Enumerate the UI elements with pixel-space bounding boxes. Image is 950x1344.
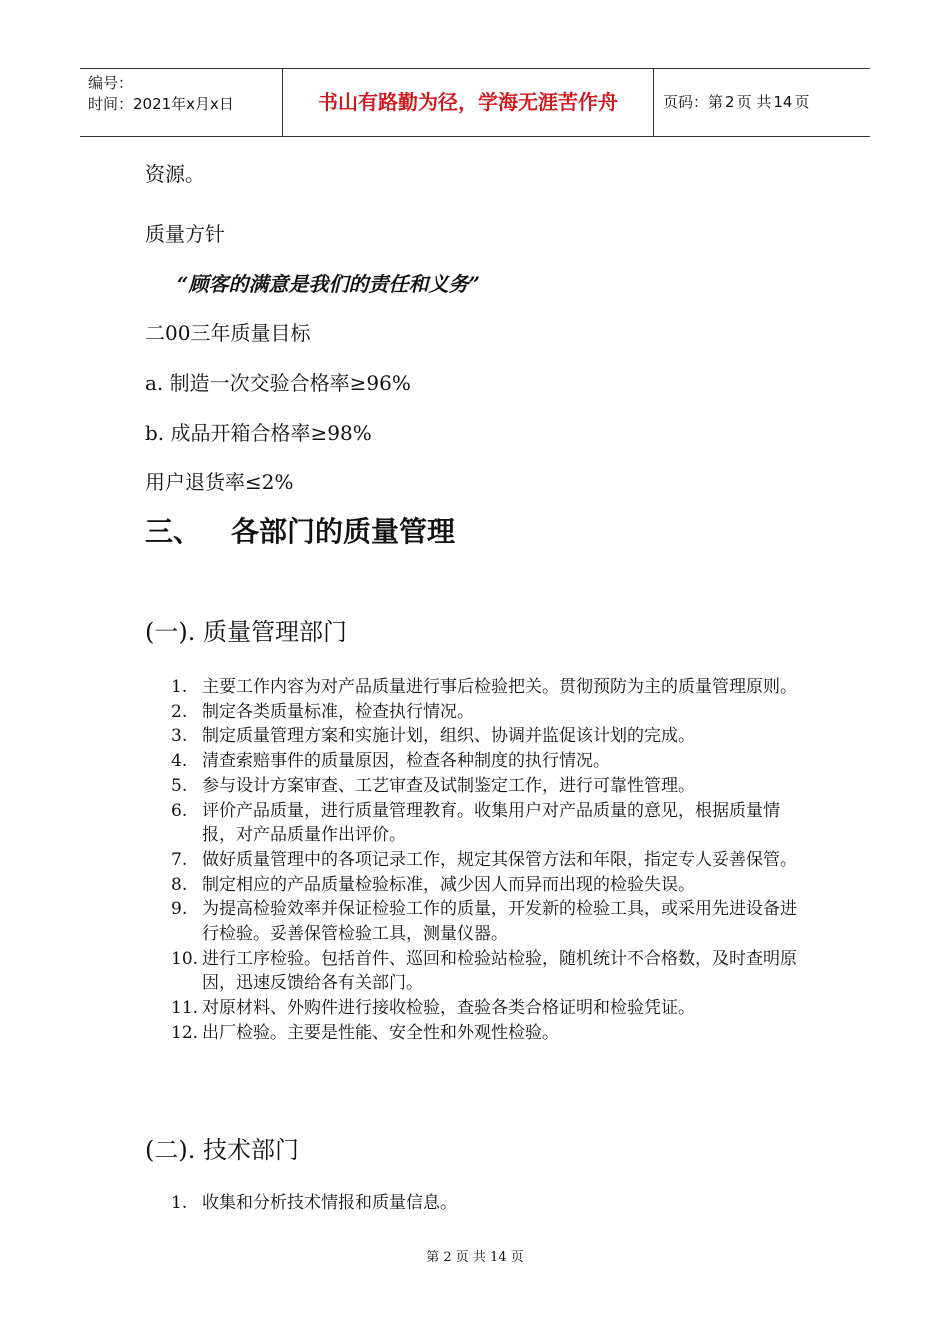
list-item-text: 制定各类质量标准，检查执行情况。 bbox=[202, 701, 474, 722]
subsection-heading-2: (二). 技术部门 bbox=[145, 1136, 299, 1164]
list-item-number: 10. bbox=[171, 948, 199, 969]
list-item-number: 4. bbox=[171, 751, 188, 772]
list-item-text: 制定质量管理方案和实施计划，组织、协调并监促该计划的完成。 bbox=[202, 726, 695, 747]
list-item-number: 9. bbox=[171, 899, 188, 920]
list-item-number: 6. bbox=[171, 800, 188, 821]
list-item bbox=[171, 996, 811, 1021]
subsection-heading-1: (一). 质量管理部门 bbox=[145, 618, 347, 646]
document-time: 时间：2021年x月x日 bbox=[88, 95, 234, 113]
list-item bbox=[171, 873, 811, 898]
header-meta bbox=[80, 69, 282, 136]
list-item-text: 出厂检验。主要是性能、安全性和外观性检验。 bbox=[202, 1022, 559, 1043]
page-total: 14 bbox=[773, 93, 793, 111]
policy-quote: “顾客的满意是我们的责任和义务” bbox=[177, 272, 481, 296]
list-item bbox=[171, 1191, 811, 1216]
policy-label: 质量方针 bbox=[145, 222, 225, 246]
list-item-text: 清查索赔事件的质量原因，检查各种制度的执行情况。 bbox=[202, 751, 610, 772]
section-title: 各部门的质量管理 bbox=[231, 515, 456, 548]
list-item-number: 3. bbox=[171, 726, 188, 747]
list-item bbox=[171, 774, 811, 799]
list-item bbox=[171, 799, 811, 848]
document-number-label: 编号： bbox=[88, 74, 134, 92]
list-item-number: 8. bbox=[171, 874, 188, 895]
list-item bbox=[171, 749, 811, 774]
goal-a: a. 制造一次交验合格率≥96% bbox=[145, 371, 411, 395]
list-item-text: 做好质量管理中的各项记录工作，规定其保管方法和年限，指定专人妥善保管。 bbox=[202, 849, 797, 870]
list-item-text: 收集和分析技术情报和质量信息。 bbox=[202, 1193, 457, 1213]
page-end-label: 页 bbox=[794, 93, 810, 111]
list-item bbox=[171, 675, 811, 700]
list-item bbox=[171, 848, 811, 873]
list-item-number: 1. bbox=[171, 677, 188, 697]
list-item-number: 2. bbox=[171, 701, 188, 722]
header-page-info bbox=[654, 69, 870, 136]
page-number: 2 bbox=[725, 93, 735, 111]
list-item-text: 为提高检验效率并保证检验工作的质量，开发新的检验工具，或采用先进设备进行检验。妥善保管检验工具，测量仪器。 bbox=[202, 899, 797, 945]
goal-b: b. 成品开箱合格率≥98% bbox=[145, 421, 372, 445]
list-item-text: 进行工序检验。包括首件、巡回和检验站检验，随机统计不合格数，及时查明原因，迅速反馈给各有关部门。 bbox=[202, 948, 797, 994]
goal-title: 二00三年质量目标 bbox=[145, 321, 311, 345]
list-item bbox=[171, 947, 811, 996]
section-number: 三、 bbox=[145, 515, 202, 548]
goal-c: 用户退货率≤2% bbox=[145, 470, 294, 494]
list-item-number: 1. bbox=[171, 1193, 188, 1213]
list-item-text: 对原材料、外购件进行接收检验，查验各类合格证明和检验凭证。 bbox=[202, 998, 695, 1019]
page-header bbox=[80, 68, 870, 137]
list-item bbox=[171, 700, 811, 725]
list-item bbox=[171, 724, 811, 749]
list-item-number: 5. bbox=[171, 775, 188, 796]
header-motto: 书山有路勤为径，学海无涯苦作舟 bbox=[282, 69, 654, 136]
tech-dept-list bbox=[171, 1191, 811, 1216]
page-label: 页码：第 bbox=[663, 93, 724, 111]
list-item-number: 7. bbox=[171, 849, 188, 870]
page-mid-label: 页 共 bbox=[736, 93, 772, 111]
list-item-number: 11. bbox=[171, 998, 199, 1019]
list-item bbox=[171, 897, 811, 946]
list-item-text: 主要工作内容为对产品质量进行事后检验把关。贯彻预防为主的质量管理原则。 bbox=[202, 677, 797, 697]
list-item-number: 12. bbox=[171, 1022, 199, 1043]
list-item-text: 参与设计方案审查、工艺审查及试制鉴定工作，进行可靠性管理。 bbox=[202, 775, 695, 796]
quality-dept-list bbox=[171, 675, 811, 1046]
list-item bbox=[171, 1021, 811, 1046]
continued-text: 资源。 bbox=[145, 162, 205, 186]
section-heading bbox=[145, 510, 455, 550]
list-item-text: 制定相应的产品质量检验标准，减少因人而异而出现的检验失误。 bbox=[202, 874, 695, 895]
page-footer: 第 2 页 共 14 页 bbox=[426, 1250, 524, 1265]
list-item-text: 评价产品质量，进行质量管理教育。收集用户对产品质量的意见，根据质量情报，对产品质量作出评价。 bbox=[202, 800, 780, 846]
